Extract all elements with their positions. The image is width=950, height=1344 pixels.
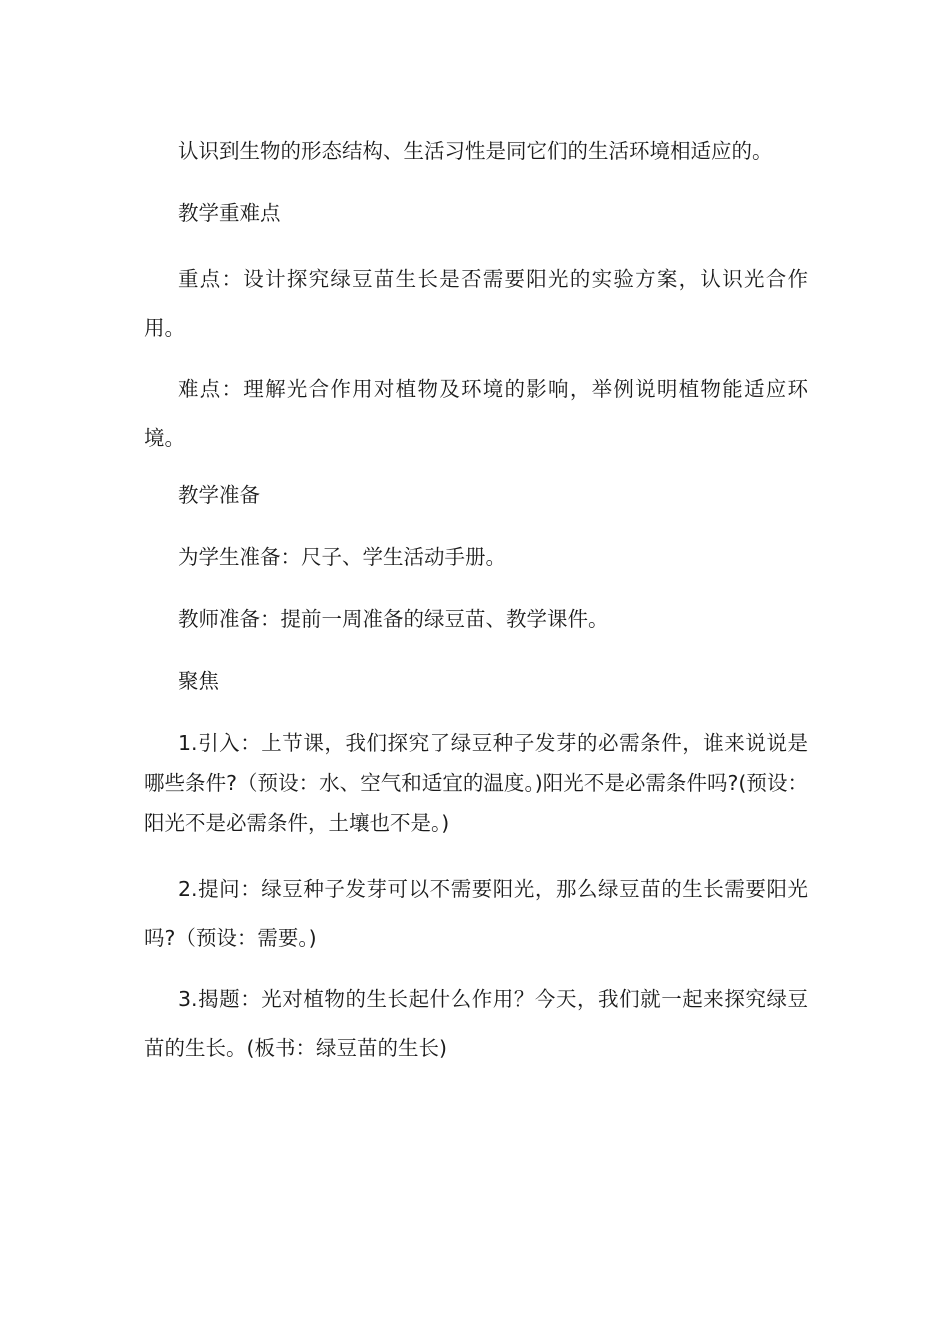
paragraph-question: 2.提问：绿豆种子发芽可以不需要阳光，那么绿豆苗的生长需要阳光吗?（预设：需要。) [144, 877, 808, 950]
paragraph-introduction: 1.引入：上节课，我们探究了绿豆种子发芽的必需条件，谁来说说是哪些条件?（预设：水、空气和适宜的温度。)阳光不是必需条件吗?(预设：阳光不是必需条件，土壤也不是。) [144, 731, 808, 835]
paragraph-teacher-preparation: 教师准备：提前一周准备的绿豆苗、教学课件。 [178, 607, 609, 631]
paragraph-topic-reveal: 3.揭题：光对植物的生长起什么作用？今天，我们就一起来探究绿豆苗的生长。(板书：绿豆苗的生长) [144, 987, 808, 1060]
heading-teaching-preparation: 教学准备 [178, 483, 260, 507]
document-page [144, 131, 808, 1085]
paragraph-adaptation: 认识到生物的形态结构、生活习性是同它们的生活环境相适应的。 [178, 139, 773, 163]
paragraph-student-preparation: 为学生准备：尺子、学生活动手册。 [178, 545, 506, 569]
heading-key-difficult-points: 教学重难点 [178, 201, 281, 225]
paragraph-difficult-point: 难点：理解光合作用对植物及环境的影响，举例说明植物能适应环境。 [144, 377, 808, 450]
heading-focus: 聚焦 [178, 669, 219, 693]
paragraph-key-point: 重点：设计探究绿豆苗生长是否需要阳光的实验方案，认识光合作用。 [144, 267, 808, 340]
